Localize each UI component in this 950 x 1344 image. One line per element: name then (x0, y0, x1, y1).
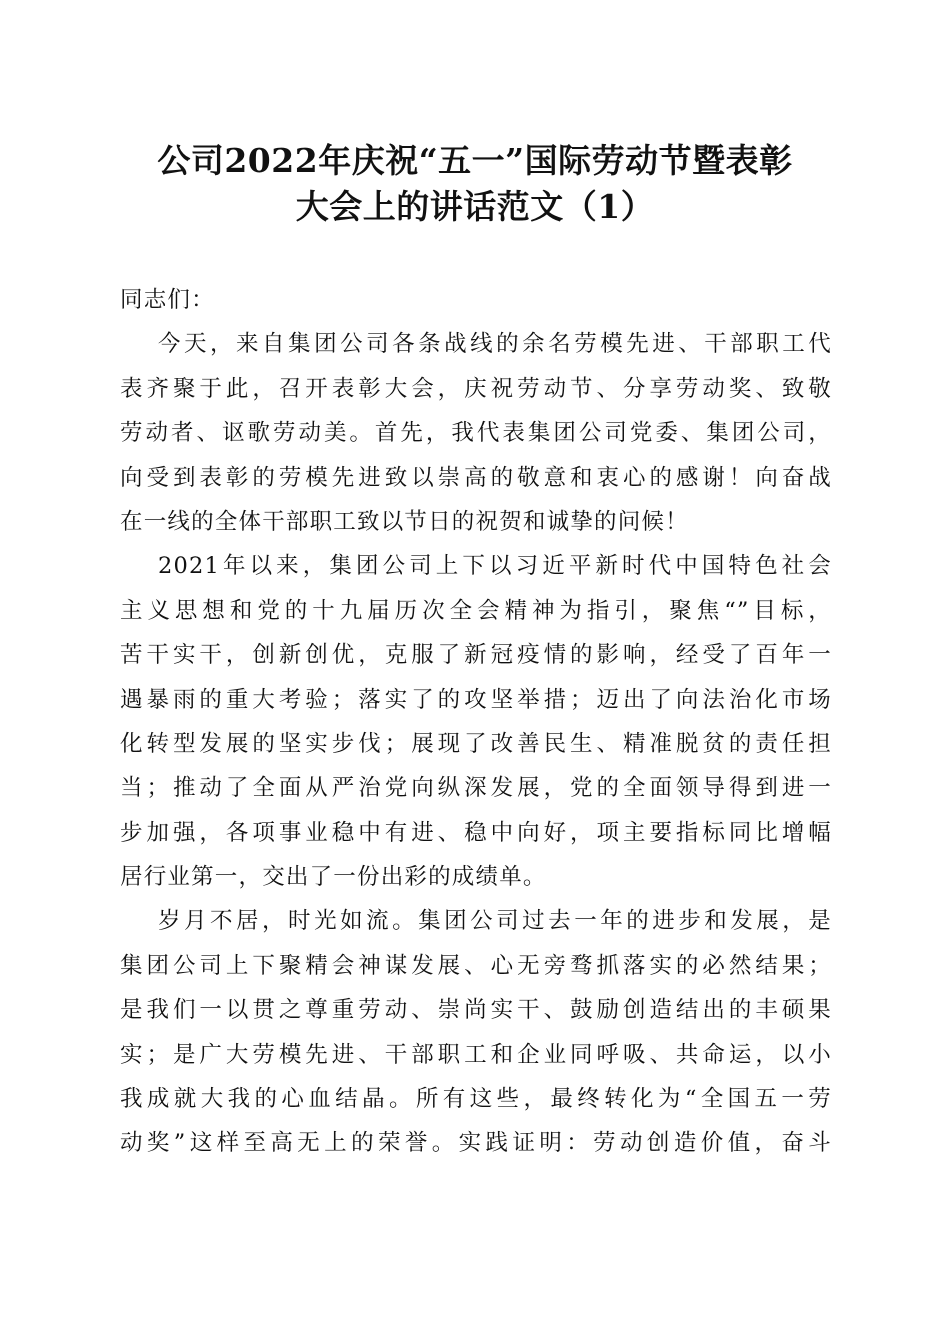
paragraph-line: 化转型发展的坚实步伐；展现了改善民生、精准脱贫的责任担 (120, 730, 832, 757)
paragraph-line: 步加强，各项事业稳中有进、稳中向好，项主要指标同比增幅 (120, 819, 832, 846)
paragraph-line: 劳动者、讴歌劳动美。首先，我代表集团公司党委、集团公司， (120, 420, 832, 447)
paragraph-line: 实；是广大劳模先进、干部职工和企业同呼吸、共命运，以小 (120, 1041, 832, 1068)
paragraph-line: 在一线的全体干部职工致以节日的祝贺和诚挚的问候！ (120, 508, 689, 535)
paragraph-line: 向受到表彰的劳模先进致以崇高的敬意和衷心的感谢！向奋战 (120, 464, 832, 491)
paragraph-line: 居行业第一，交出了一份出彩的成绩单。 (120, 864, 547, 891)
paragraph-3 (120, 899, 832, 1165)
paragraph-line: 动奖”这样至高无上的荣誉。实践证明：劳动创造价值，奋斗 (120, 1130, 832, 1157)
paragraph-line: 表齐聚于此，召开表彰大会，庆祝劳动节、分享劳动奖、致敬 (120, 375, 832, 402)
paragraph-line: 岁月不居，时光如流。集团公司过去一年的进步和发展，是 (158, 908, 832, 935)
title-line-2: 大会上的讲话范文（1） (295, 187, 655, 226)
title-line-1: 公司2022年庆祝“五一”国际劳动节暨表彰 (157, 141, 793, 180)
paragraph-line: 今天，来自集团公司各条战线的余名劳模先进、干部职工代 (158, 331, 832, 358)
document-title (100, 138, 850, 230)
document-body (120, 278, 832, 1166)
paragraph-line: 主义思想和党的十九届历次全会精神为指引，聚焦“”目标， (120, 597, 832, 624)
paragraph-line: 苦干实干，创新创优，克服了新冠疫情的影响，经受了百年一 (120, 642, 832, 669)
paragraph-line: 遇暴雨的重大考验；落实了的攻坚举措；迈出了向法治化市场 (120, 686, 832, 713)
paragraph-1 (120, 322, 832, 544)
paragraph-line: 2021年以来，集团公司上下以习近平新时代中国特色社会 (158, 553, 832, 580)
salutation: 同志们： (120, 287, 215, 313)
paragraph-line: 是我们一以贯之尊重劳动、崇尚实干、鼓励创造结出的丰硕果 (120, 997, 832, 1024)
paragraph-line: 当；推动了全面从严治党向纵深发展，党的全面领导得到进一 (120, 775, 832, 802)
paragraph-2 (120, 544, 832, 899)
paragraph-line: 集团公司上下聚精会神谋发展、心无旁骛抓落实的必然结果； (120, 952, 832, 979)
paragraph-line: 我成就大我的心血结晶。所有这些，最终转化为“全国五一劳 (120, 1086, 832, 1113)
